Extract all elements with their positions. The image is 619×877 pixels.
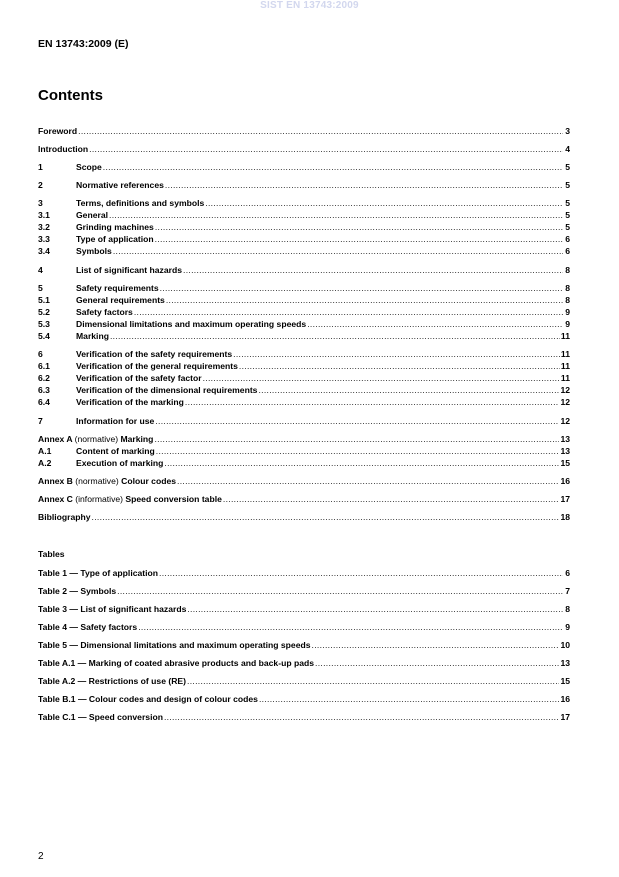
toc-entry-number: 1	[38, 162, 43, 172]
dot-leader	[239, 360, 560, 372]
dot-leader	[185, 396, 560, 408]
table-list-label: Table B.1 — Colour codes and design of colour codes	[38, 694, 258, 704]
toc-entry-number: 5	[38, 283, 43, 293]
toc-entry[interactable]	[38, 415, 570, 427]
toc-entry-number: 3	[38, 198, 43, 208]
table-list-label: Table A.1 — Marking of coated abrasive products and back-up pads	[38, 658, 315, 668]
dot-leader	[223, 493, 560, 505]
toc-entry[interactable]	[38, 457, 570, 469]
table-list-label: Table A.2 — Restrictions of use (RE)	[38, 676, 187, 686]
toc-entry-label-text: Grinding machines	[76, 222, 154, 232]
toc-entry-page: 12	[560, 385, 570, 395]
toc-entry-annex-title: Speed conversion table	[125, 494, 222, 504]
toc-entry-page: 17	[560, 494, 570, 504]
dot-leader	[159, 567, 563, 579]
toc-entry-page: 5	[565, 162, 570, 172]
toc-entry-label-text: Dimensional limitations and maximum operating speeds	[76, 319, 307, 329]
tables-heading: Tables	[38, 549, 65, 559]
toc-entry-label	[38, 143, 88, 155]
toc-entry-label-text: Verification of the marking	[76, 397, 184, 407]
toc-entry[interactable]	[38, 475, 570, 487]
toc-entry[interactable]	[38, 493, 570, 505]
toc-entry-label	[76, 264, 182, 276]
toc-entry-number: 4	[38, 265, 43, 275]
toc-entry-label	[38, 433, 153, 445]
dot-leader	[156, 445, 560, 457]
document-id: EN 13743:2009 (E)	[38, 38, 129, 50]
toc-entry-label-text: Annex A	[38, 434, 73, 444]
toc-entry[interactable]	[38, 282, 570, 294]
toc-entry-label	[76, 294, 165, 306]
toc-entry[interactable]	[38, 445, 570, 457]
table-list-page: 17	[560, 712, 570, 722]
toc-entry-label	[38, 125, 77, 137]
toc-entry[interactable]	[38, 125, 570, 137]
toc-entry[interactable]	[38, 294, 570, 306]
toc-entry-number: 6	[38, 349, 43, 359]
toc-entry[interactable]	[38, 197, 570, 209]
toc-entry[interactable]	[38, 360, 570, 372]
toc-entry-number: 6.1	[38, 361, 50, 371]
toc-entry-number: 6.2	[38, 373, 50, 383]
toc-entry-page: 5	[565, 210, 570, 220]
table-list-page: 13	[560, 658, 570, 668]
toc-entry[interactable]	[38, 143, 570, 155]
toc-entry-label	[76, 372, 202, 384]
toc-entry-page: 16	[560, 476, 570, 486]
toc-entry-number: 3.3	[38, 234, 50, 244]
toc-entry-label	[76, 384, 257, 396]
toc-entry-number: 7	[38, 416, 43, 426]
toc-entry-label	[76, 179, 164, 191]
toc-entry-number: A.2	[38, 458, 52, 468]
toc-entry-label-text: Verification of the dimensional requirements	[76, 385, 258, 395]
toc-entry-page: 13	[560, 434, 570, 444]
toc-entry-page: 18	[560, 512, 570, 522]
table-list-entry[interactable]	[38, 675, 570, 687]
dot-leader	[205, 197, 563, 209]
table-list-page: 6	[565, 568, 570, 578]
dot-leader	[134, 306, 563, 318]
toc-entry-page: 5	[565, 180, 570, 190]
toc-entry[interactable]	[38, 348, 570, 360]
dot-leader	[155, 415, 559, 427]
dot-leader	[312, 639, 560, 651]
toc-entry-page: 5	[565, 198, 570, 208]
table-list-entry[interactable]	[38, 567, 570, 579]
dot-leader	[138, 621, 563, 633]
dot-leader	[203, 372, 560, 384]
toc-entry-page: 11	[560, 373, 570, 383]
table-list-entry[interactable]	[38, 585, 570, 597]
toc-entry-label-text: Safety requirements	[76, 283, 159, 293]
toc-entry-page: 13	[560, 446, 570, 456]
dot-leader	[154, 433, 559, 445]
table-list-label: Table 4 — Safety factors	[38, 622, 138, 632]
page-number: 2	[38, 851, 44, 862]
table-list-entry[interactable]	[38, 657, 570, 669]
toc-entry-label-text: Information for use	[76, 416, 155, 426]
dot-leader	[315, 657, 559, 669]
dot-leader	[89, 143, 563, 155]
dot-leader	[103, 161, 563, 173]
toc-entry-label	[76, 197, 204, 209]
watermark: SIST EN 13743:2009	[260, 0, 359, 11]
toc-entry[interactable]	[38, 318, 570, 330]
toc-entry-page: 9	[565, 319, 570, 329]
table-list-entry[interactable]	[38, 639, 570, 651]
toc-entry-number: 6.3	[38, 385, 50, 395]
toc-entry-number: 2	[38, 180, 43, 190]
table-list-page: 9	[565, 622, 570, 632]
toc-entry-label-text: List of significant hazards	[76, 265, 183, 275]
dot-leader	[110, 330, 560, 342]
toc-entry-page: 5	[565, 222, 570, 232]
toc-entry-page: 6	[565, 234, 570, 244]
toc-entry[interactable]	[38, 330, 570, 342]
toc-entry-label-text: Normative references	[76, 180, 164, 190]
toc-entry-label-text: Marking	[76, 331, 109, 341]
toc-entry[interactable]	[38, 306, 570, 318]
toc-entry-qualifier: (normative)	[75, 476, 119, 486]
dot-leader	[164, 457, 559, 469]
toc-entry-number: 6.4	[38, 397, 50, 407]
dot-leader	[187, 603, 563, 615]
toc-entry-label	[38, 493, 222, 505]
toc-entry-page: 11	[560, 331, 570, 341]
toc-entry-label	[76, 396, 184, 408]
toc-entry-label-text: Scope	[76, 162, 102, 172]
toc-entry[interactable]	[38, 384, 570, 396]
dot-leader	[160, 282, 563, 294]
toc-entry-label-text: Type of application	[76, 234, 154, 244]
dot-leader	[307, 318, 563, 330]
toc-entry-page: 11	[560, 361, 570, 371]
toc-entry-qualifier: (normative)	[74, 434, 119, 444]
table-list-page: 7	[565, 586, 570, 596]
dot-leader	[166, 294, 563, 306]
toc-entry-label-text: Introduction	[38, 144, 89, 154]
dot-leader	[187, 675, 559, 687]
table-list-label: Table C.1 — Speed conversion	[38, 712, 163, 722]
toc-entry-number: 3.2	[38, 222, 50, 232]
toc-entry-label	[38, 475, 176, 487]
toc-entry[interactable]	[38, 161, 570, 173]
table-list-label: Table 2 — Symbols	[38, 586, 117, 596]
dot-leader	[109, 209, 563, 221]
toc-entry-page: 11	[560, 349, 570, 359]
toc-entry-label-text: Safety factors	[76, 307, 133, 317]
toc-entry-label-text: Annex C	[38, 494, 73, 504]
table-list-page: 8	[565, 604, 570, 614]
dot-leader	[177, 475, 559, 487]
toc-entry-label	[76, 221, 154, 233]
toc-entry-number: 3.1	[38, 210, 50, 220]
table-list-page: 16	[560, 694, 570, 704]
toc-entry-number: A.1	[38, 446, 52, 456]
table-list-label: Table 5 — Dimensional limitations and maximum operating speeds	[38, 640, 311, 650]
toc-entry-label	[76, 209, 108, 221]
toc-entry-qualifier: (informative)	[75, 494, 124, 504]
toc-entry-label	[76, 306, 133, 318]
toc-entry-label	[38, 511, 91, 523]
table-list-page: 15	[560, 676, 570, 686]
toc-entry-label	[76, 360, 238, 372]
toc-entry-annex-title: Marking	[120, 434, 154, 444]
table-list-entry[interactable]	[38, 621, 570, 633]
toc-entry-number: 5.2	[38, 307, 50, 317]
toc-entry-label	[76, 161, 102, 173]
toc-entry[interactable]	[38, 433, 570, 445]
page-title: Contents	[38, 87, 103, 104]
toc-entry-label	[76, 318, 306, 330]
toc-entry-label-text: General requirements	[76, 295, 165, 305]
dot-leader	[78, 125, 563, 137]
toc-entry-page: 8	[565, 283, 570, 293]
toc-entry[interactable]	[38, 245, 570, 257]
toc-entry-page: 3	[565, 126, 570, 136]
toc-entry-label-text: Verification of the safety factor	[76, 373, 202, 383]
table-list-label: Table 1 — Type of application	[38, 568, 159, 578]
dot-leader	[259, 693, 559, 705]
toc-entry-label	[76, 245, 112, 257]
toc-entry[interactable]	[38, 233, 570, 245]
toc-entry-label	[76, 457, 163, 469]
toc-entry-label-text: General	[76, 210, 109, 220]
dot-leader	[117, 585, 563, 597]
dot-leader	[233, 348, 560, 360]
toc-entry-label-text: Foreword	[38, 126, 78, 136]
toc-entry-label-text: Content of marking	[76, 446, 155, 456]
toc-entry[interactable]	[38, 511, 570, 523]
dot-leader	[164, 711, 559, 723]
toc-entry-label	[76, 330, 109, 342]
toc-entry-page: 4	[565, 144, 570, 154]
toc-entry-label-text: Annex B	[38, 476, 73, 486]
toc-entry[interactable]	[38, 372, 570, 384]
toc-entry-label	[76, 233, 154, 245]
toc-entry-page: 15	[560, 458, 570, 468]
toc-entry[interactable]	[38, 209, 570, 221]
toc-entry-label-text: Execution of marking	[76, 458, 164, 468]
table-list-entry[interactable]	[38, 711, 570, 723]
toc-entry[interactable]	[38, 396, 570, 408]
table-list-page: 10	[560, 640, 570, 650]
toc-entry-label-text: Bibliography	[38, 512, 91, 522]
toc-entry[interactable]	[38, 179, 570, 191]
dot-leader	[183, 264, 563, 276]
table-list-entry[interactable]	[38, 603, 570, 615]
dot-leader	[155, 221, 563, 233]
toc-entry-label-text: Verification of the safety requirements	[76, 349, 233, 359]
toc-entry-page: 12	[560, 397, 570, 407]
toc-entry-number: 5.3	[38, 319, 50, 329]
toc-entry-page: 8	[565, 295, 570, 305]
dot-leader	[92, 511, 560, 523]
toc-entry-label	[76, 415, 154, 427]
toc-entry-label-text: Symbols	[76, 246, 112, 256]
toc-entry-page: 12	[560, 416, 570, 426]
toc-entry-label	[76, 348, 232, 360]
toc-entry-label-text: Terms, definitions and symbols	[76, 198, 205, 208]
dot-leader	[155, 233, 563, 245]
toc-entry-label	[76, 282, 159, 294]
toc-entry-annex-title: Colour codes	[121, 476, 177, 486]
toc-entry-page: 9	[565, 307, 570, 317]
dot-leader	[113, 245, 563, 257]
toc-entry[interactable]	[38, 264, 570, 276]
table-list-entry[interactable]	[38, 693, 570, 705]
dot-leader	[258, 384, 559, 396]
toc-entry-number: 3.4	[38, 246, 50, 256]
toc-entry-label-text: Verification of the general requirements	[76, 361, 238, 371]
toc-entry-page: 6	[565, 246, 570, 256]
table-list-label: Table 3 — List of significant hazards	[38, 604, 187, 614]
toc-entry[interactable]	[38, 221, 570, 233]
toc-entry-number: 5.1	[38, 295, 50, 305]
toc-entry-page: 8	[565, 265, 570, 275]
toc-entry-number: 5.4	[38, 331, 50, 341]
toc-entry-label	[76, 445, 155, 457]
dot-leader	[165, 179, 563, 191]
